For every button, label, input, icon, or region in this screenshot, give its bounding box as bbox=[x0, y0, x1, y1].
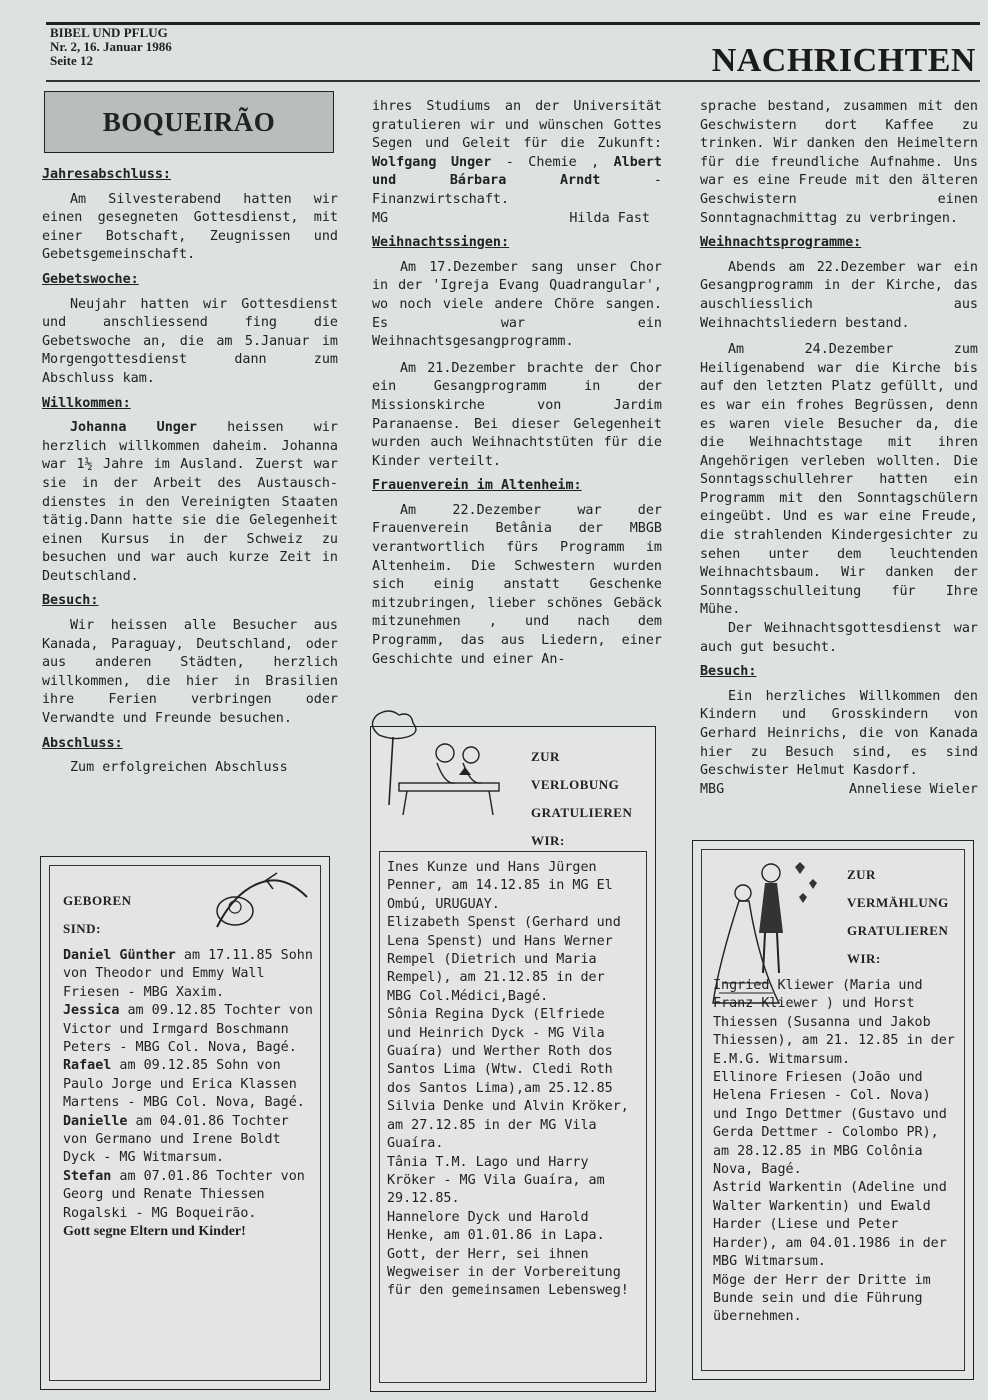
text-abschluss: Zum erfolgreichen Abschluss bbox=[70, 760, 288, 776]
engagement-entry: Ines Kunze und Hans Jürgen Penner, am 14.12.85 in MG El Ombú, URUGUAY. bbox=[387, 860, 613, 912]
text-programme-2: Am 24.Dezember zum Heiligenabend war die Kirche bis auf den letzten Platz gefüllt, und es war ein frohes Begrüssen, denn es waren viele Besucher da, die die Weihnachtstage mit ihren Angehörigen verleben wollten. Die Sonntagsschullehrer hatten ein Programm mit den Sonntagschülern eingeübt. Und es war eine Freude, die strahlenden Kindergesichter zu sehen unter dem leuchtenden Weihnachtsbaum. Wir danken der Sonntagsschulleitung für Ihre Mühe. bbox=[700, 342, 978, 618]
masthead-bottom-rule bbox=[46, 80, 980, 82]
engagement-announcements-box bbox=[370, 726, 656, 1392]
text-studium-a: ihres Studiums an der Universität gratulieren wir und wünschen Gottes Segen und Geleit für die Zukunft: bbox=[372, 99, 662, 152]
text-singen-2: Am 21.Dezember brachte der Chor ein Gesangprogramm in der Missionskirche von Jardim Paranaense. Bei dieser Gelegenheit wurden auch Weihnachtstüten für die Kinder verteilt. bbox=[372, 360, 662, 469]
engagement-list bbox=[387, 859, 635, 1246]
birth-entry bbox=[63, 1113, 313, 1168]
birth-title-1: GEBOREN bbox=[63, 893, 132, 908]
engagement-box-content bbox=[387, 859, 635, 1301]
wedding-heading-2: VERMÄHLUNG bbox=[847, 895, 949, 910]
engagement-heading bbox=[531, 743, 641, 855]
text-programme-3: Der Weihnachtsgottesdienst war auch gut besucht. bbox=[700, 621, 978, 655]
text-willkommen-body: heissen wir herzlich willkommen daheim. Johanna war 1½ Jahre im Ausland. Zuerst war sie in der Arbeit des Austausch-dienstes in den Vereinigten Staaten tätig.Dann hatte sie die Gelegenheit einen Kursus in der Schweiz zu besuchen und war auch kurze Zeit in Deutschland. bbox=[42, 420, 338, 584]
section-title: NACHRICHTEN bbox=[711, 42, 976, 79]
birth-box-content bbox=[63, 887, 313, 1242]
wedding-list bbox=[713, 977, 957, 1272]
heading-jahresabschluss: Jahresabschluss: bbox=[42, 167, 171, 182]
birth-closing: Gott segne Eltern und Kinder! bbox=[63, 1224, 246, 1240]
wedding-box-content bbox=[713, 977, 957, 1327]
birth-entry-text: am 09.12.85 Sohn von Paulo Jorge und Erica Klassen Martens - MBG Col. Nova, Bagé. bbox=[63, 1058, 305, 1111]
masthead-top-rule bbox=[46, 22, 980, 25]
heading-besuch: Besuch: bbox=[42, 593, 99, 609]
name-johanna: Johanna Unger bbox=[70, 420, 197, 436]
wedding-entry: Ellinore Friesen (João und Helena Friesen - Col. Nova) und Ingo Dettmer (Gustavo und Gerda Dettmer - Colombo PR), am 28.12.85 in MBG Colônia Nova, Bagé. bbox=[713, 1070, 947, 1178]
signature-right: Hilda Fast bbox=[569, 210, 650, 226]
text-singen-1: Am 17.Dezember sang unser Chor in der 'Igreja Evang Quadrangular', wo noch viele andere Chöre sangen. Es war ein Weihnachtsgesangprogramm. bbox=[372, 259, 662, 350]
text-willkommen bbox=[42, 419, 338, 586]
wedding-heading-1: ZUR bbox=[847, 867, 876, 882]
birth-entry bbox=[63, 1002, 313, 1057]
signature-left: MG bbox=[372, 210, 389, 226]
engagement-entry: Elizabeth Spenst (Gerhard und Lena Spenst) und Hans Werner Rempel (Dietrich und Maria Rempel), am 21.12.85 in der MBG Col.Médici,Bagé. bbox=[387, 915, 621, 1004]
text-programme-1: Abends am 22.Dezember war ein Gesangprogramm in der Kirche, das auschliesslich aus Weihnachtsliedern bestand. bbox=[700, 259, 978, 331]
couple-on-bench-illustration-icon bbox=[359, 705, 509, 825]
wedding-announcements-box bbox=[692, 840, 974, 1380]
engagement-entry: Silvia Denke und Alvin Kröker, am 27.12.85 in der MG Vila Guaíra. bbox=[387, 1099, 629, 1152]
heading-gebetswoche: Gebetswoche: bbox=[42, 271, 139, 287]
birth-entry bbox=[63, 1168, 313, 1223]
wedding-heading-4: WIR: bbox=[847, 951, 881, 966]
column-2 bbox=[372, 98, 662, 669]
text-studium bbox=[372, 98, 662, 210]
column-1 bbox=[42, 160, 338, 778]
issue-number: Nr. 2, 16. Januar 1986 bbox=[50, 39, 172, 54]
heading-besuch-col3: Besuch: bbox=[700, 664, 757, 680]
wedding-closing: Möge der Herr der Dritte im Bunde sein und die Führung übernehmen. bbox=[713, 1272, 931, 1325]
birth-entry-text: am 17.11.85 Sohn von Theodor und Emmy Wall Friesen - MBG Xaxim. bbox=[63, 948, 313, 1000]
text-frauenverein: Am 22.Dezember war der Frauenverein Betânia der MBGB verantwortlich fürs Programm im Altenheim. Die Schwestern wurden sich einig anstatt Geschenke mitzubringen, lieber schönes Gebäck mitzunehmen , und nach dem Programm, das aus Liedern, einer Geschichte und einer An- bbox=[372, 502, 662, 667]
birth-entry-name: Rafael bbox=[63, 1058, 112, 1074]
wedding-heading bbox=[847, 861, 957, 973]
name-wolfgang: Wolfgang Unger bbox=[372, 154, 492, 170]
signature-left-col3: MBG bbox=[700, 781, 725, 797]
heading-abschluss: Abschluss: bbox=[42, 735, 123, 751]
name-arndt: Albert und Bárbara Arndt bbox=[372, 154, 662, 189]
birth-entry-text: am 04.01.86 Tochter von Germano und Irene Boldt Dyck - MG Witmarsum. bbox=[63, 1113, 289, 1166]
publication-name: BIBEL UND PFLUG bbox=[50, 25, 168, 40]
wedding-heading-3: GRATULIEREN bbox=[847, 923, 949, 938]
engagement-heading-2: VERLOBUNG bbox=[531, 777, 620, 792]
engagement-heading-4: WIR: bbox=[531, 833, 565, 848]
birth-title-2: SIND: bbox=[63, 921, 101, 936]
birth-entry-text: am 07.01.86 Tochter von Georg und Renate Thiessen Rogalski - MG Boqueirão. bbox=[63, 1168, 305, 1221]
birth-entry bbox=[63, 1057, 313, 1112]
heading-weihnachtsprogramme: Weihnachtsprogramme: bbox=[700, 235, 862, 251]
page-number: Seite 12 bbox=[50, 53, 93, 68]
engagement-entry: Hannelore Dyck und Harold Henke, am 01.01.86 in Lapa. bbox=[387, 1209, 605, 1244]
birth-list bbox=[63, 947, 313, 1223]
masthead-info bbox=[50, 26, 172, 68]
signature-line-col2 bbox=[372, 210, 662, 229]
wedding-entry: Astrid Warkentin (Adeline und Walter Warkentin) und Ewald Harder (Liese und Peter Harder), am 04.01.1986 in der MBG Witmarsum. bbox=[713, 1180, 947, 1270]
text-besuch-col3: Ein herzliches Willkommen den Kindern und Grosskindern von Gerhard Heinrichs, die von Kanada hier zu Besuch sind, es sind Geschwister Helmut Kasdorf. bbox=[700, 688, 978, 779]
column-3 bbox=[700, 98, 978, 799]
text-besuch: Wir heissen alle Besucher aus Kanada, Paraguay, Deutschland, oder aus anderen Städten, herzlich willkommen, die hier in Brasilien ihre Ferien verbringen oder Verwandte und Freunde besuchen. bbox=[42, 618, 338, 727]
heading-frauenverein: Frauenverein im Altenheim: bbox=[372, 478, 582, 494]
text-continuation: sprache bestand, zusammen mit den Geschwistern dort Kaffee zu trinken. Wir danken den Heimeltern für die freundliche Aufnahme. Uns war es eine Freude mit den älteren Geschwistern einen Sonntagnachmittag zu verbringen. bbox=[700, 99, 978, 226]
birth-entry-text: am 09.12.85 Tochter von Victor und Irmgard Boschmann Peters - MBG Col. Nova, Bagé. bbox=[63, 1003, 313, 1056]
banner-title: BOQUEIRÃO bbox=[102, 106, 276, 137]
engagement-entry: Sônia Regina Dyck (Elfriede und Heinrich Dyck - MG Vila Guaíra) und Werther Roth dos Santos Lima (Wtw. Cledi Roth dos Santos Lima),am 25.12.85 bbox=[387, 1007, 613, 1096]
heading-weihnachtssingen: Weihnachtssingen: bbox=[372, 235, 510, 251]
boqueirao-banner bbox=[44, 91, 334, 153]
wedding-entry: Ingried Kliewer (Maria und Franz Kliewer ) und Horst Thiessen (Susanna und Jakob Thiessen), am 21. 12.85 in der E.M.G. Witmarsum. bbox=[713, 978, 955, 1067]
text-studium-b: - Chemie , bbox=[491, 154, 614, 170]
signature-line-col3 bbox=[700, 781, 978, 800]
text-studium-c: - Finanzwirtschaft. bbox=[372, 173, 662, 207]
engagement-heading-1: ZUR bbox=[531, 749, 560, 764]
birth-entry-name: Danielle bbox=[63, 1113, 128, 1129]
birth-announcements-box bbox=[40, 856, 330, 1390]
engagement-heading-3: GRATULIEREN bbox=[531, 805, 633, 820]
birth-entry-name: Jessica bbox=[63, 1003, 120, 1019]
engagement-entry: Tânia T.M. Lago und Harry Kröker - MG Vila Guaíra, am 29.12.85. bbox=[387, 1154, 605, 1207]
engagement-closing: Gott, der Herr, sei ihnen Wegweiser in der Vorbereitung für den gemeinsamen Lebensweg! bbox=[387, 1246, 629, 1299]
heading-willkommen: Willkommen: bbox=[42, 395, 131, 411]
text-jahresabschluss: Am Silvesterabend hatten wir einen gesegneten Gottesdienst, mit einer Botschaft, Zeugnissen und Gebetsgemeinschaft. bbox=[42, 191, 338, 263]
birth-entry-name: Stefan bbox=[63, 1168, 112, 1184]
stork-illustration-icon bbox=[207, 867, 317, 937]
text-gebetswoche: Neujahr hatten wir Gottesdienst und anschliessend fing die Gebetswoche an, die am 5.Januar im Morgengottesdienst dann zum Abschluss kam. bbox=[42, 296, 338, 386]
birth-entry-name: Daniel Günther bbox=[63, 948, 176, 963]
birth-entry bbox=[63, 947, 313, 1002]
signature-right-col3: Anneliese Wieler bbox=[849, 781, 978, 797]
